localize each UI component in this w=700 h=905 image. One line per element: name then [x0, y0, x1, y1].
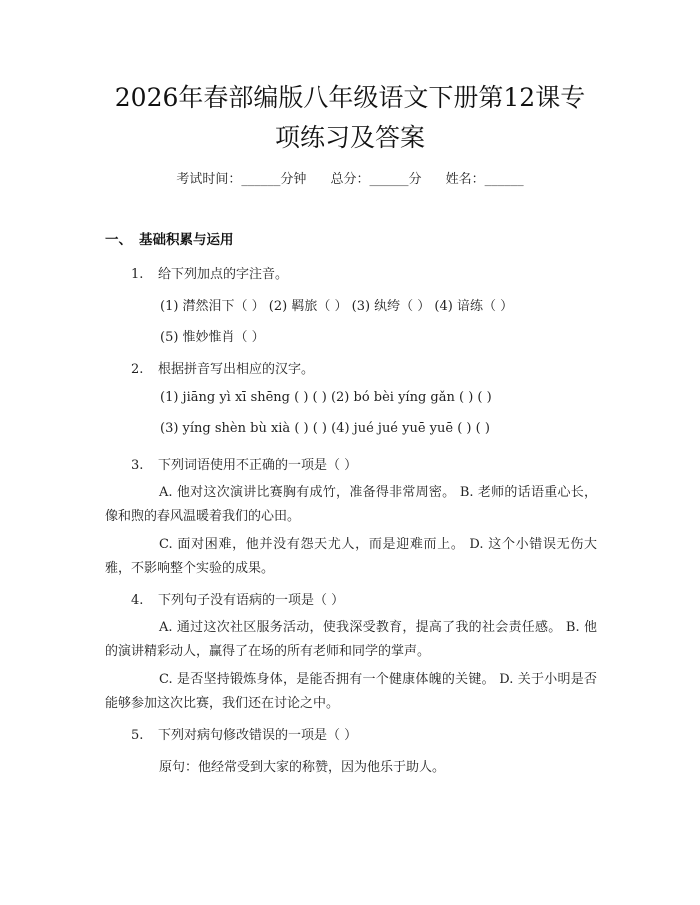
- question-3-options-cd: C. 面对困难，他并没有怨天尤人，而是迎难而上。 D. 这个小错误无伤大雅，不影响整个实验的成果。: [105, 537, 597, 576]
- question-number: 5.: [131, 728, 144, 743]
- title-line-1: 2026年春部编版八年级语文下册第12课专: [114, 83, 586, 112]
- question-1-items-line-1: (1) 潸然泪下（ ） (2) 羁旅（ ） (3) 纨绔（ ） (4) 谙练（ ）: [160, 299, 514, 314]
- question-text: 下列句子没有语病的一项是（ ）: [158, 593, 345, 608]
- question-2: [131, 358, 314, 377]
- question-4: [131, 589, 344, 608]
- question-number: 4.: [131, 593, 144, 608]
- question-5: [131, 724, 357, 743]
- question-2-items-line-2: (3) yíng shèn bù xià ( ) ( ) (4) jué jué yuē yuē ( ) ( ): [160, 421, 490, 436]
- student-name: 姓名：______: [445, 172, 524, 187]
- question-text: 下列词语使用不正确的一项是（ ）: [158, 458, 358, 473]
- document-title: [60, 78, 640, 158]
- section-heading: [105, 228, 234, 248]
- question-1: [131, 263, 288, 282]
- question-number: 3.: [131, 458, 144, 473]
- question-3: [131, 454, 357, 473]
- question-4-options-cd: C. 是否坚持锻炼身体，是能否拥有一个健康体魄的关键。 D. 关于小明是否能够参加这次比赛，我们还在讨论之中。: [105, 672, 597, 711]
- question-1-items-line-2: (5) 惟妙惟肖（ ）: [160, 330, 265, 345]
- question-text: 下列对病句修改错误的一项是（ ）: [158, 728, 358, 743]
- exam-info: [0, 168, 700, 187]
- section-number: 一、: [105, 232, 132, 248]
- total-score: 总分：______分: [330, 172, 422, 187]
- question-text: 根据拼音写出相应的汉字。: [158, 362, 315, 377]
- exam-time: 考试时间：______分钟: [176, 172, 307, 187]
- question-number: 2.: [131, 362, 144, 377]
- question-2-items-line-1: (1) jiāng yì xī shēng ( ) ( ) (2) bó bèi yíng gǎn ( ) ( ): [160, 390, 492, 405]
- question-number: 1.: [131, 267, 144, 282]
- question-4-options-ab: A. 通过这次社区服务活动，使我深受教育，提高了我的社会责任感。 B. 他的演讲精彩动人，赢得了在场的所有老师和同学的掌声。: [105, 620, 597, 659]
- title-line-2: 项练习及答案: [274, 123, 425, 152]
- question-5-original-sentence: 原句：他经常受到大家的称赞，因为他乐于助人。: [159, 760, 446, 775]
- section-title: 基础积累与运用: [139, 232, 234, 248]
- question-text: 给下列加点的字注音。: [158, 267, 289, 282]
- question-3-options-ab: A. 他对这次演讲比赛胸有成竹，准备得非常周密。 B. 老师的话语重心长，像和煦的春风温暖着我们的心田。: [105, 485, 597, 524]
